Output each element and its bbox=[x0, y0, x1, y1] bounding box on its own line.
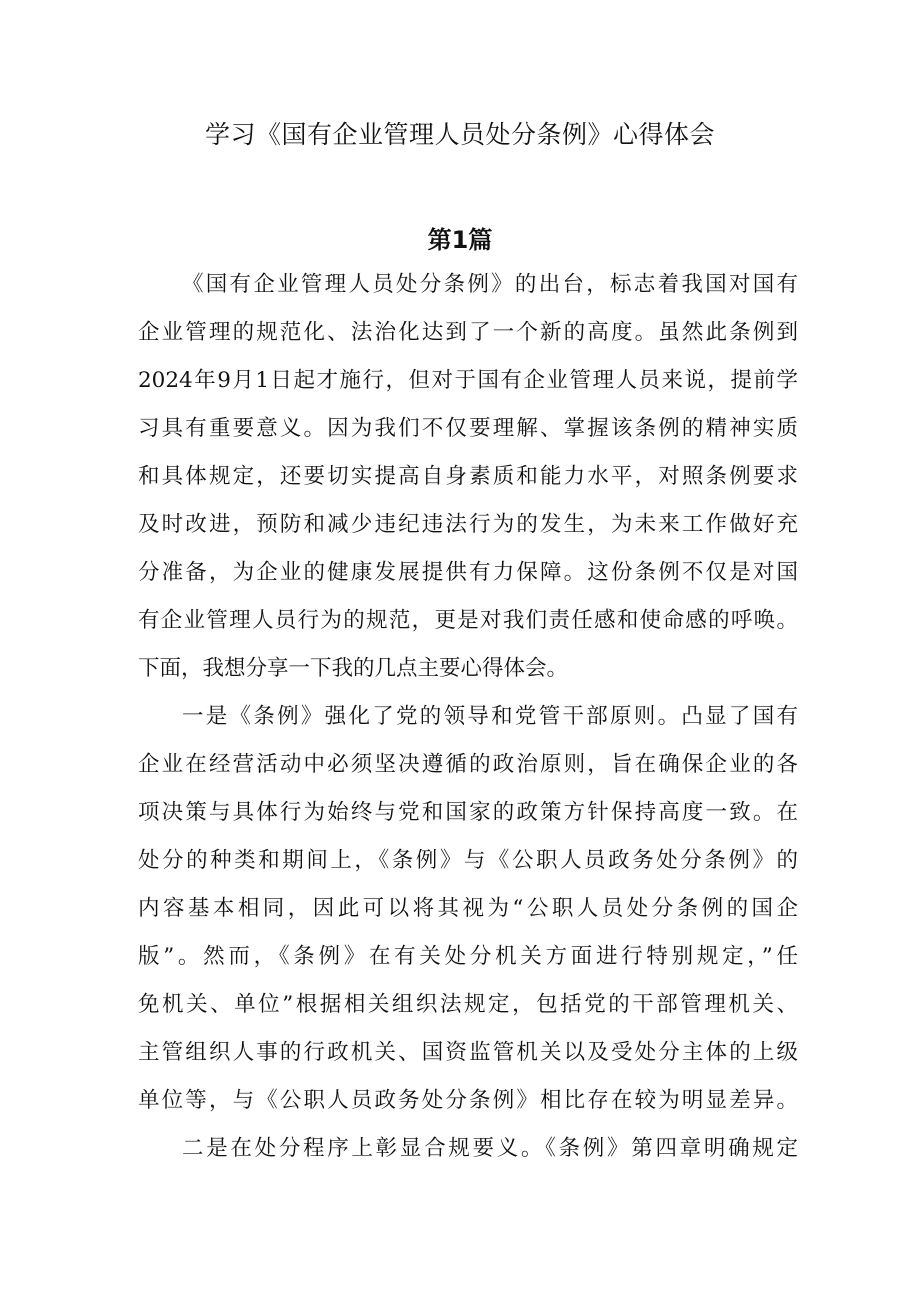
paragraph-line: 《国有企业管理人员处分条例》的出台，标志着我国对国有 bbox=[182, 272, 798, 297]
paragraph-line: 主管组织人事的行政机关、国资监管机关以及受处分主体的上级 bbox=[138, 1040, 798, 1065]
paragraph-line: 版”。然而，《条例》在有关处分机关方面进行特别规定，”任 bbox=[138, 944, 798, 969]
paragraph-line: 企业管理的规范化、法治化达到了一个新的高度。虽然此条例到 bbox=[138, 320, 798, 345]
paragraph-line: 2024年9月1日起才施行，但对于国有企业管理人员来说，提前学 bbox=[138, 368, 798, 393]
paragraph-line: 有企业管理人员行为的规范，更是对我们责任感和使命感的呼唤。 bbox=[138, 608, 798, 633]
paragraph-line: 项决策与具体行为始终与党和国家的政策方针保持高度一致。在 bbox=[138, 800, 798, 825]
section-heading: 第1篇 bbox=[427, 226, 493, 254]
paragraph-line: 和具体规定，还要切实提高自身素质和能力水平，对照条例要求 bbox=[138, 464, 798, 489]
paragraph-line: 一是《条例》强化了党的领导和党管干部原则。凸显了国有 bbox=[182, 704, 798, 729]
paragraph-line: 内容基本相同，因此可以将其视为“公职人员处分条例的国企 bbox=[138, 896, 798, 921]
paragraph-line: 处分的种类和期间上，《条例》与《公职人员政务处分条例》的 bbox=[138, 848, 798, 873]
paragraph-line: 及时改进，预防和减少违纪违法行为的发生，为未来工作做好充 bbox=[138, 512, 798, 537]
paragraph-line: 习具有重要意义。因为我们不仅要理解、掌握该条例的精神实质 bbox=[138, 416, 798, 441]
paragraph-line: 免机关、单位”根据相关组织法规定，包括党的干部管理机关、 bbox=[138, 992, 798, 1017]
paragraph-line: 二是在处分程序上彰显合规要义。《条例》第四章明确规定 bbox=[182, 1136, 798, 1161]
paragraph-line: 下面，我想分享一下我的几点主要心得体会。 bbox=[138, 656, 569, 681]
paragraph-line: 分准备，为企业的健康发展提供有力保障。这份条例不仅是对国 bbox=[138, 560, 798, 585]
document-title: 学习《国有企业管理人员处分条例》心得体会 bbox=[204, 120, 715, 149]
paragraph-line: 单位等，与《公职人员政务处分条例》相比存在较为明显差异。 bbox=[138, 1088, 798, 1113]
paragraph-line: 企业在经营活动中必须坚决遵循的政治原则，旨在确保企业的各 bbox=[138, 752, 798, 777]
